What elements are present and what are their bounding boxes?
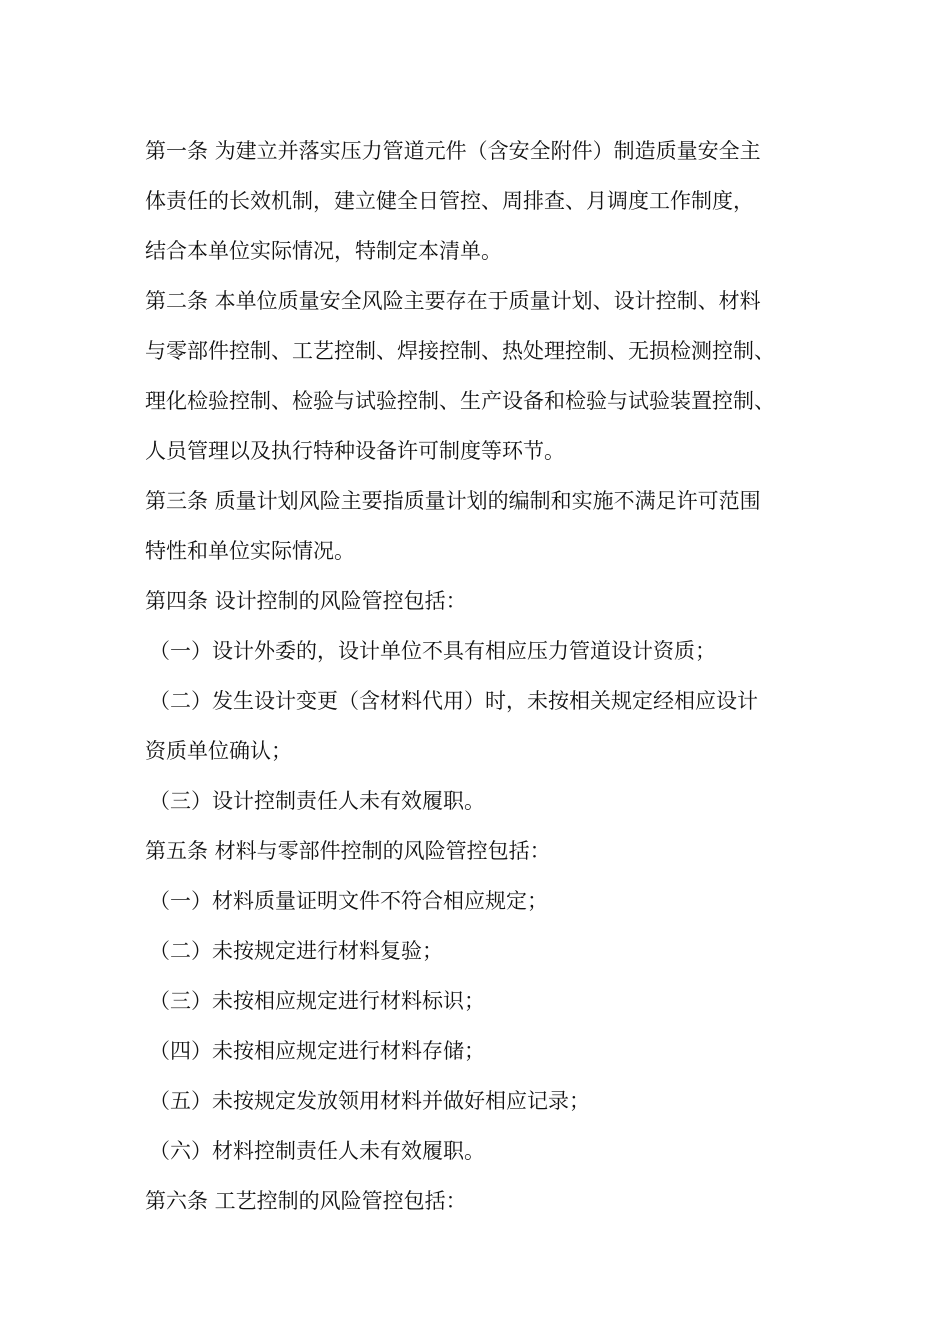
article-5-item-2: （二）未按规定进行材料复验； [149,939,443,963]
article-2-line-1: 第二条 本单位质量安全风险主要存在于质量计划、设计控制、材料 [145,289,761,313]
article-4-item-2-continued: 资质单位确认； [145,739,292,763]
article-5-item-1: （一）材料质量证明文件不符合相应规定； [149,889,548,913]
article-1-line-2: 体责任的长效机制，建立健全日管控、周排查、月调度工作制度， [145,189,754,213]
article-6-heading: 第六条 工艺控制的风险管控包括： [145,1189,467,1213]
article-4-heading: 第四条 设计控制的风险管控包括： [145,589,467,613]
article-5-item-4: （四）未按相应规定进行材料存储； [149,1039,485,1063]
article-5-heading: 第五条 材料与零部件控制的风险管控包括： [145,839,551,863]
article-4-item-3: （三）设计控制责任人未有效履职。 [149,789,485,813]
article-1-line-3: 结合本单位实际情况，特制定本清单。 [145,239,502,263]
article-3-line-2: 特性和单位实际情况。 [145,539,355,563]
article-1-line-1: 第一条 为建立并落实压力管道元件（含安全附件）制造质量安全主 [145,139,761,163]
article-2-line-2: 与零部件控制、工艺控制、焊接控制、热处理控制、无损检测控制、 [145,339,775,363]
article-4-item-2: （二）发生设计变更（含材料代用）时，未按相关规定经相应设计 [149,689,758,713]
article-5-item-5: （五）未按规定发放领用材料并做好相应记录； [149,1089,590,1113]
article-2-line-4: 人员管理以及执行特种设备许可制度等环节。 [145,439,565,463]
article-2-line-3: 理化检验控制、检验与试验控制、生产设备和检验与试验装置控制、 [145,389,775,413]
article-4-item-1: （一）设计外委的，设计单位不具有相应压力管道设计资质； [149,639,716,663]
article-5-item-3: （三）未按相应规定进行材料标识； [149,989,485,1013]
document-body [145,126,825,1226]
article-3-line-1: 第三条 质量计划风险主要指质量计划的编制和实施不满足许可范围 [145,489,761,513]
article-5-item-6: （六）材料控制责任人未有效履职。 [149,1139,485,1163]
